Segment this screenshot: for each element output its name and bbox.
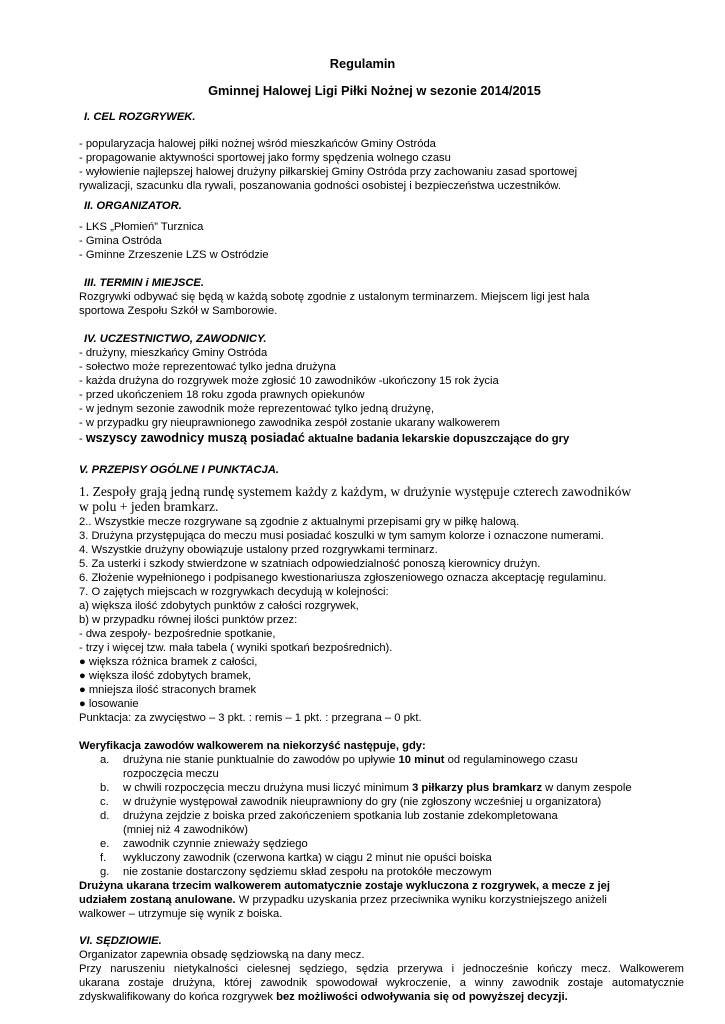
walkover-item: w chwili rozpoczęcia meczu drużyna musi liczyć minimum 3 piłkarzy plus bramkarz w danym zespole xyxy=(123,782,632,794)
text-line: 4. Wszystkie drużyny obowiązuje ustalony przed rozgrywkami terminarz. xyxy=(79,544,438,556)
text-line: - przed ukończeniem 18 roku zgoda prawnych opiekunów xyxy=(79,389,365,401)
text-prefix: - xyxy=(79,433,86,445)
medical-emphasis: wszyscy zawodnicy muszą posiadać xyxy=(85,431,305,445)
text-line: - sołectwo może reprezentować tylko jedna drużyna xyxy=(79,361,336,373)
text-line: b) w przypadku równej ilości punktów przez: xyxy=(79,614,298,626)
medical-requirement-line xyxy=(79,431,569,446)
walkover-item: w drużynie występował zawodnik nieuprawniony do gry (nie zgłoszony wcześniej u organizatora) xyxy=(123,796,602,808)
text-line: Przy naruszeniu nietykalności cielesnej sędziego, sędzia przerywa i jednocześnie kończy mecz. Walkowerem xyxy=(79,963,684,975)
text-line: - LKS „Płomień” Turznica xyxy=(79,221,204,233)
text-line: 2.. Wszystkie mecze rozgrywane są zgodnie z aktualnymi przepisami gry w piłkę halową. xyxy=(79,516,520,528)
text-line: 7. O zajętych miejscach w rozgrywkach decydują w kolejności: xyxy=(79,586,389,598)
walkover-item-cont: (mniej niż 4 zawodników) xyxy=(123,824,248,836)
bullet-item: ● większa ilość zdobytych bramek, xyxy=(79,670,252,682)
walkover-note-line: Drużyna ukarana trzecim walkowerem automatycznie zostaje wykluczona z rozgrywek, a mecze z jej xyxy=(79,880,610,892)
section-heading-organizer: II. ORGANIZATOR. xyxy=(84,200,182,212)
text-line: zdyskwalifikowany do końca rozgrywek bez możliwości odwoływania się od powyższej decyzji. xyxy=(79,991,568,1003)
text-line: - w przypadku gry nieuprawnionego zawodnika zespół zostanie ukarany walkowerem xyxy=(79,417,500,429)
text-line: sportowa Zespołu Szkół w Samborowie. xyxy=(79,305,278,317)
walkover-item: wykluczony zawodnik (czerwona kartka) w ciągu 2 minut nie opuści boiska xyxy=(123,852,492,864)
walkover-item-cont: rozpoczęcia meczu xyxy=(123,768,219,780)
walkover-note-line: walkower – utrzymuje się wynik z boiska. xyxy=(79,908,283,920)
text-line: Organizator zapewnia obsadę sędziowską na dany mecz. xyxy=(79,949,365,961)
document-title: Regulamin xyxy=(329,56,396,71)
walkover-item-letter: c. xyxy=(100,796,109,808)
document-subtitle: Gminnej Halowej Ligi Piłki Nożnej w sezonie 2014/2015 xyxy=(208,83,541,98)
text-line: - drużyny, mieszkańcy Gminy Ostróda xyxy=(79,347,268,359)
section-heading-rules: V. PRZEPISY OGÓLNE I PUNKTACJA. xyxy=(79,464,279,476)
text-line: rywalizacji, szacunku dla rywali, poszanowania godności osobistej i bezpieczeństwa uczestników. xyxy=(79,180,561,192)
walkover-heading: Weryfikacja zawodów walkowerem na niekorzyść następuje, gdy: xyxy=(79,740,426,752)
walkover-item-letter: e. xyxy=(100,838,110,850)
text-line: 3. Drużyna przystępująca do meczu musi posiadać koszulki w tym samym kolorze i oznaczone numerami. xyxy=(79,530,604,542)
section-heading-goals: I. CEL ROZGRYWEK. xyxy=(84,111,196,123)
medical-rest: aktualne badania lekarskie dopuszczające do gry xyxy=(304,433,570,445)
text-line: 6. Złożenie wypełnionego i podpisanego kwestionariusza zgłoszeniowego oznacza akceptację regulaminu. xyxy=(79,572,607,584)
scoring-line: Punktacja: za zwycięstwo – 3 pkt. : remis – 1 pkt. : przegrana – 0 pkt. xyxy=(79,712,422,724)
text-line: - każda drużyna do rozgrywek może zgłosić 10 zawodników -ukończony 15 rok życia xyxy=(79,375,499,387)
text-line: a) większa ilość zdobytych punktów z całości rozgrywek, xyxy=(79,600,359,612)
text-line: 5. Za usterki i szkody stwierdzone w szatniach odpowiedzialność ponoszą kierownicy drużyn. xyxy=(79,558,541,570)
text-line: - popularyzacja halowej piłki nożnej wśród mieszkańców Gminy Ostróda xyxy=(79,138,436,150)
text-line: - Gminne Zrzeszenie LZS w Ostródzie xyxy=(79,249,269,261)
text-line: - w jednym sezonie zawodnik może reprezentować tylko jedną drużynę, xyxy=(79,403,435,415)
text-line: ukarana zostaje drużyna, której zawodnik spowodował wykroczenie, a winny zawodnik zostaje automatycznie xyxy=(79,977,684,989)
text-line: - dwa zespoły- bezpośrednie spotkanie, xyxy=(79,628,276,640)
walkover-item-letter: d. xyxy=(100,810,110,822)
section-heading-referees: VI. SĘDZIOWIE. xyxy=(79,935,162,947)
walkover-item: nie zostanie dostarczony sędziemu skład zespołu na protokółe meczowym xyxy=(123,866,492,878)
bullet-item: ● losowanie xyxy=(79,698,139,710)
text-line: w polu + jeden bramkarz. xyxy=(79,499,219,514)
text-line: - propagowanie aktywności sportowej jako formy spędzenia wolnego czasu xyxy=(79,152,451,164)
walkover-item-letter: a. xyxy=(100,754,110,766)
bullet-item: ● większa różnica bramek z całości, xyxy=(79,656,258,668)
text-line: - Gmina Ostróda xyxy=(79,235,162,247)
section-heading-schedule: III. TERMIN i MIEJSCE. xyxy=(84,277,204,289)
text-line: - trzy i więcej tzw. mała tabela ( wyniki spotkań bezpośrednich). xyxy=(79,642,393,654)
walkover-item-letter: g. xyxy=(100,866,110,878)
bullet-item: ● mniejsza ilość straconych bramek xyxy=(79,684,257,696)
text-line: 1. Zespoły grają jedną rundę systemem każdy z każdym, w drużynie występuje czterech zawodników xyxy=(79,484,632,499)
walkover-item: drużyna zejdzie z boiska przed zakończeniem spotkania lub zostanie zdekompletowana xyxy=(123,810,558,822)
walkover-item-letter: f. xyxy=(100,852,107,864)
text-line: Rozgrywki odbywać się będą w każdą sobotę zgodnie z ustalonym terminarzem. Miejscem ligi jest hala xyxy=(79,291,590,303)
text-line: - wyłowienie najlepszej halowej drużyny piłkarskiej Gminy Ostróda przy zachowaniu zasad sportowej xyxy=(79,166,578,178)
walkover-item: zawodnik czynnie znieważy sędziego xyxy=(123,838,308,850)
walkover-item: drużyna nie stanie punktualnie do zawodów po upływie 10 minut od regulaminowego czasu xyxy=(123,754,578,766)
section-heading-participants: IV. UCZESTNICTWO, ZAWODNICY. xyxy=(84,333,267,345)
walkover-note-line: udziałem zostaną anulowane. W przypadku uzyskania przez przeciwnika wyniku korzystniejszego aniżeli xyxy=(79,894,607,906)
walkover-item-letter: b. xyxy=(100,782,110,794)
